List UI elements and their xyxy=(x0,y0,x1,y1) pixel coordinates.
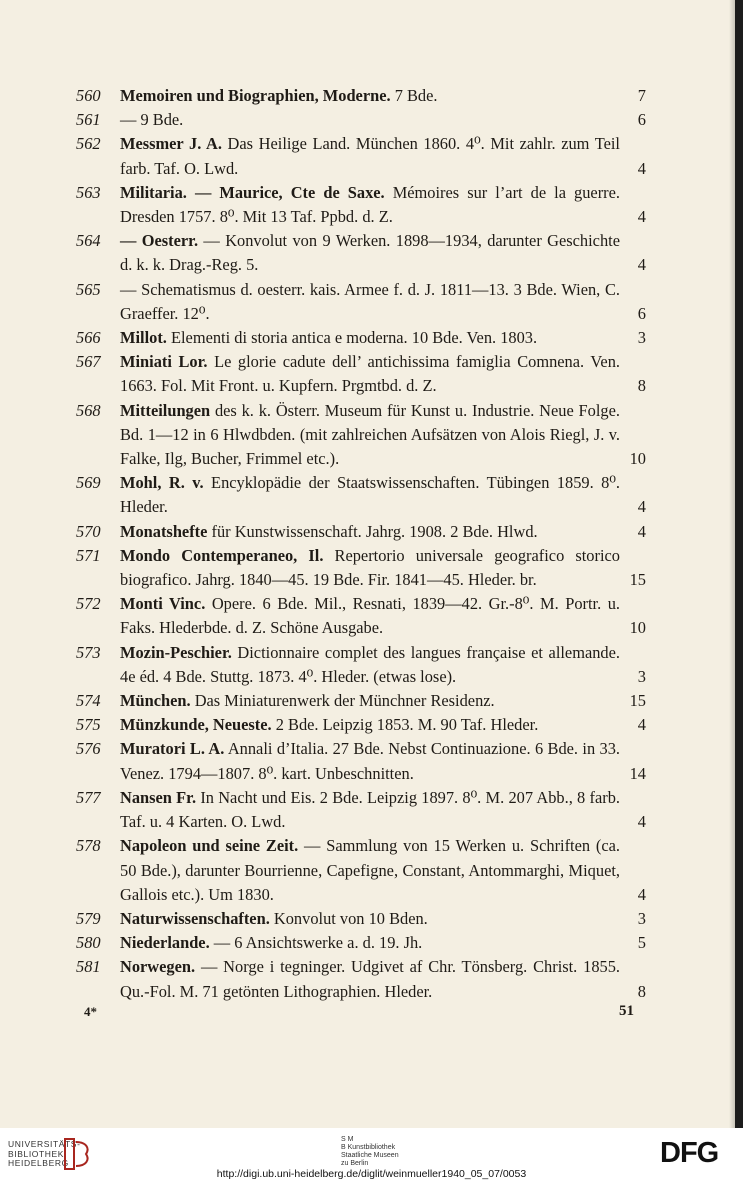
smb-line-2: B Kunstbibliothek xyxy=(341,1144,396,1151)
entry-number: 572 xyxy=(76,594,101,614)
entry-price: 10 xyxy=(629,618,646,638)
entry-text xyxy=(120,737,646,785)
entry-price: 3 xyxy=(637,328,646,348)
uni-line-3: HEIDELBERG xyxy=(8,1158,69,1168)
catalog-entry xyxy=(76,641,646,689)
entry-text xyxy=(120,641,646,689)
page-number: 51 xyxy=(619,1003,634,1019)
entry-number: 562 xyxy=(76,134,101,154)
entry-text xyxy=(120,278,646,326)
entry-text xyxy=(120,326,646,350)
entry-description: Repertorio universale geografico storico biografico. Jahrg. 1840—45. 19 Bde. Fir. 1841—45. Hleder. br. xyxy=(120,545,620,590)
entry-price: 4 xyxy=(637,158,646,178)
entry-description: — Konvolut von 9 Werken. 1898—1934, darunter Geschichte d. k. k. Drag.-Reg. 5. xyxy=(120,231,620,275)
catalog-entry xyxy=(76,689,646,713)
entry-text xyxy=(120,713,646,737)
entry-description: Dictionnaire complet des langues française et allemande. 4e éd. 4 Bde. Stuttg. 1873. 4⁰. Hleder. (etwas lose). xyxy=(120,642,620,686)
entry-heading: Naturwissenschaften. xyxy=(120,908,270,928)
entry-number: 570 xyxy=(76,521,101,541)
catalog-entry xyxy=(76,278,646,326)
entry-price: 7 xyxy=(637,86,646,105)
entry-description: Opere. 6 Bde. Mil., Resnati, 1839—42. Gr.-8⁰. M. Portr. u. Faks. Hlederbde. d. Z. Schöne Ausgabe. xyxy=(120,594,621,638)
entry-number: 579 xyxy=(76,908,101,928)
entry-description: Mémoires sur l’art de la guerre. Dresden 1757. 8⁰. Mit 13 Taf. Ppbd. d. Z. xyxy=(120,182,620,227)
smb-line-3: Staatliche Museen xyxy=(341,1152,399,1159)
catalog-entry xyxy=(76,786,646,834)
entry-text xyxy=(120,786,646,834)
entry-description: — Schematismus d. oesterr. kais. Armee f. d. J. 1811—13. 3 Bde. Wien, C. Graeffer. 12⁰. xyxy=(120,279,620,323)
entry-price: 4 xyxy=(637,715,646,735)
entry-text xyxy=(120,84,646,108)
entry-price: 3 xyxy=(637,666,646,686)
entry-description: — 6 Ansichtswerke a. d. 19. Jh. xyxy=(209,933,423,953)
catalog-entry xyxy=(76,108,646,132)
entry-heading: Münzkunde, Neueste. xyxy=(120,715,272,735)
entry-heading: Mondo Contemperaneo, Il. xyxy=(120,545,324,565)
entry-price: 15 xyxy=(629,570,646,590)
entry-number: 575 xyxy=(76,715,101,735)
entry-text xyxy=(120,834,646,907)
catalog-entry xyxy=(76,181,646,229)
catalog-entry xyxy=(76,713,646,737)
entry-number: 578 xyxy=(76,836,101,856)
entry-heading: Monti Vinc. xyxy=(120,594,206,614)
entry-price: 4 xyxy=(637,255,646,275)
entry-description: 7 Bde. xyxy=(390,86,438,105)
entry-text xyxy=(120,592,646,640)
entry-number: 560 xyxy=(76,86,101,105)
catalog-entry xyxy=(76,132,646,180)
catalog-entry xyxy=(76,350,646,398)
entry-description: — 9 Bde. xyxy=(120,110,184,130)
entry-text xyxy=(120,931,646,955)
entry-text xyxy=(120,132,646,180)
entry-description: Le glorie cadute dell’ antichissima famiglia Comnena. Ven. 1663. Fol. Mit Front. u. Kupfern. Prgmtbd. d. Z. xyxy=(120,352,620,396)
entry-number: 581 xyxy=(76,957,101,977)
catalog-entry xyxy=(76,592,646,640)
entry-description: In Nacht und Eis. 2 Bde. Leipzig 1897. 8⁰. M. 207 Abb., 8 farb. Taf. u. 4 Karten. O. Lwd. xyxy=(120,787,620,832)
catalog-entry xyxy=(76,834,646,907)
entry-price: 3 xyxy=(637,908,646,928)
entry-price: 6 xyxy=(637,110,646,130)
catalog-entry xyxy=(76,737,646,785)
entry-price: 10 xyxy=(629,449,646,469)
entry-text xyxy=(120,471,646,519)
entry-heading: — Oesterr. xyxy=(120,231,199,251)
entry-heading: Nansen Fr. xyxy=(120,787,197,807)
entry-price: 6 xyxy=(637,303,646,323)
entry-price: 4 xyxy=(637,207,646,227)
catalog-entry xyxy=(76,544,646,592)
entry-number: 568 xyxy=(76,400,101,420)
entry-description: — Sammlung von 15 Werken u. Schriften (ca. 50 Bde.), darunter Bourrienne, Capefigne, Constant, Antommarghi, Miquet, Gallois etc.). Um 1830. xyxy=(120,836,620,904)
entry-heading: Norwegen. xyxy=(120,957,196,977)
entry-number: 577 xyxy=(76,787,101,807)
entry-price: 8 xyxy=(637,981,646,1001)
catalog-entry xyxy=(76,326,646,350)
entry-number: 569 xyxy=(76,473,101,493)
entry-number: 564 xyxy=(76,231,101,251)
heidelberg-logo-icon xyxy=(64,1138,92,1170)
entry-text xyxy=(120,544,646,592)
entry-number: 580 xyxy=(76,933,101,953)
smb-line-1: S M xyxy=(341,1136,354,1143)
catalog-entry xyxy=(76,520,646,544)
catalog-entry xyxy=(76,907,646,931)
entry-heading: Messmer J. A. xyxy=(120,134,222,154)
catalog-entry xyxy=(76,399,646,472)
entry-heading: Militaria. — Maurice, Cte de Saxe. xyxy=(120,182,385,202)
entry-description: Konvolut von 10 Bden. xyxy=(269,908,428,928)
entry-heading: Memoiren und Biographien, Moderne. xyxy=(120,86,391,105)
entry-heading: Mohl, R. v. xyxy=(120,473,204,493)
entry-description: Elementi di storia antica e moderna. 10 Bde. Ven. 1803. xyxy=(166,328,538,348)
catalog-entry xyxy=(76,931,646,955)
entry-number: 567 xyxy=(76,352,101,372)
entry-text xyxy=(120,229,646,277)
entry-heading: Muratori L. A. xyxy=(120,739,225,759)
entry-heading: Monatshefte xyxy=(120,521,208,541)
entry-description: Das Heilige Land. München 1860. 4⁰. Mit zahlr. zum Teil farb. Taf. O. Lwd. xyxy=(120,134,620,178)
entry-text xyxy=(120,907,646,931)
entry-number: 561 xyxy=(76,110,101,130)
entry-description: des k. k. Österr. Museum für Kunst u. Industrie. Neue Folge. Bd. 1—12 in 6 Hlwdbden. (mit zahlreichen Aufsätzen von Alois Riegl, J. v. Falke, Ilg, Bucher, Frimmel etc.). xyxy=(120,400,620,469)
entry-description: Das Miniaturenwerk der Münchner Residenz. xyxy=(190,691,495,711)
entry-heading: Napoleon und seine Zeit. xyxy=(120,836,299,856)
source-url[interactable]: http://digi.ub.uni-heidelberg.de/diglit/weinmueller1940_05_07/0053 xyxy=(216,1168,527,1180)
smb-logo-text xyxy=(341,1136,399,1168)
entry-number: 574 xyxy=(76,691,101,711)
catalog-entry xyxy=(76,229,646,277)
digitization-footer xyxy=(0,1128,743,1182)
entry-price: 4 xyxy=(637,884,646,904)
entry-price: 4 xyxy=(637,812,646,832)
entry-heading: Mitteilungen xyxy=(120,400,211,420)
entry-description: Encyklopädie der Staatswissenschaften. Tübingen 1859. 8⁰. Hleder. xyxy=(120,473,620,517)
entry-price: 5 xyxy=(637,933,646,953)
catalog-entry xyxy=(76,84,646,108)
entry-description: — Norge i tegninger. Udgivet af Chr. Tönsberg. Christ. 1855. Qu.-Fol. M. 71 getönten Lithographien. Hleder. xyxy=(120,957,620,1001)
catalog-entry xyxy=(76,471,646,519)
signature-mark: 4* xyxy=(84,1004,97,1019)
entry-description: für Kunstwissenschaft. Jahrg. 1908. 2 Bde. Hlwd. xyxy=(207,521,538,541)
dfg-logo: DFG xyxy=(660,1137,719,1169)
entry-text xyxy=(120,350,646,398)
uni-line-2: BIBLIOTHEK xyxy=(8,1148,65,1159)
entry-text xyxy=(120,108,646,132)
entry-number: 571 xyxy=(76,545,101,565)
entry-text xyxy=(120,955,646,1003)
entry-heading: Niederlande. xyxy=(120,933,210,953)
entry-text xyxy=(120,181,646,229)
uni-line-1: UNIVERSITÄTS- xyxy=(8,1139,81,1149)
entry-price: 8 xyxy=(637,376,646,396)
entry-description: 2 Bde. Leipzig 1853. M. 90 Taf. Hleder. xyxy=(271,715,539,735)
entry-text xyxy=(120,399,646,472)
entry-heading: Miniati Lor. xyxy=(120,352,208,372)
smb-line-4: zu Berlin xyxy=(341,1160,369,1167)
entry-price: 4 xyxy=(637,497,646,517)
entry-heading: München. xyxy=(120,691,191,711)
catalog-entry xyxy=(76,955,646,1003)
entry-number: 576 xyxy=(76,739,101,759)
entry-heading: Millot. xyxy=(120,328,167,348)
entry-text xyxy=(120,689,646,713)
entry-text xyxy=(120,520,646,544)
entry-number: 565 xyxy=(76,279,101,299)
entry-number: 563 xyxy=(76,182,101,202)
entry-number: 566 xyxy=(76,328,101,348)
entry-price: 15 xyxy=(629,691,646,711)
entry-price: 14 xyxy=(629,763,646,783)
entry-description: Annali d’Italia. 27 Bde. Nebst Continuazione. 6 Bde. in 33. Venez. 1794—1807. 8⁰. kart. Unbeschnitten. xyxy=(120,739,621,783)
entry-heading: Mozin-Peschier. xyxy=(120,642,232,662)
entry-price: 4 xyxy=(637,521,646,541)
entry-list xyxy=(76,84,646,1004)
entry-number: 573 xyxy=(76,642,101,662)
